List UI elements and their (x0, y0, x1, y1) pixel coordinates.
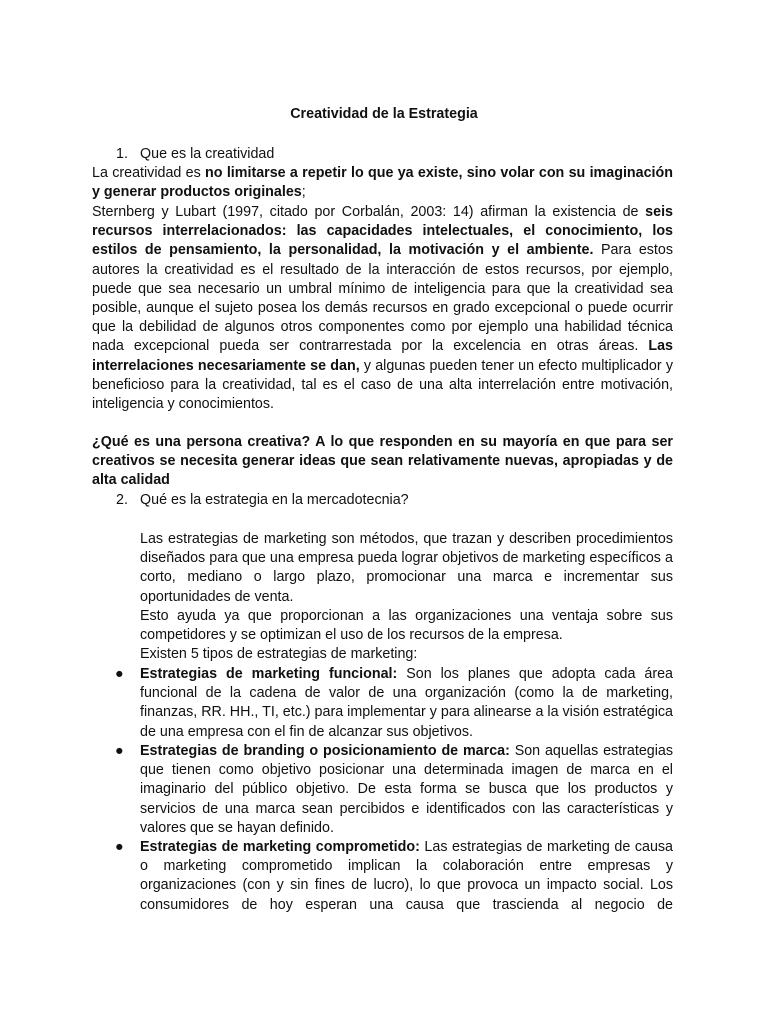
bullet-1-text: Estrategias de marketing funcional: Son los planes que adopta cada área funcional de la cadena de valor de una organización (como la de marketing, finanzas, RR. HH., TI, etc.) para implementar y para alinearse a la visión estratégica de una empresa con el fin de alcanzar sus objetivos. (140, 666, 673, 740)
section-2-number: 2. (116, 492, 128, 508)
document-title: Creatividad de la Estrategia (290, 106, 478, 122)
paragraph-five-types: Existen 5 tipos de estrategias de marketing: (140, 646, 418, 662)
paragraph-creative-person: ¿Qué es una persona creativa? A lo que responden en su mayoría en que para ser creativos se necesita generar ideas que sean relativamente nuevas, apropiadas y de alta calidad (92, 434, 673, 489)
section-1-number: 1. (116, 146, 128, 162)
paragraph-marketing-strategies: Las estrategias de marketing son métodos, que trazan y describen procedimientos diseñados para que una empresa pueda lograr objetivos de marketing específicos a corto, mediano o largo plazo, promocionar una marca e incrementar sus oportunidades de venta. (140, 531, 673, 605)
paragraph-advantage: Esto ayuda ya que proporcionan a las organizaciones una ventaja sobre sus competidores y se optimizan el uso de los recursos de la empresa. (140, 608, 673, 644)
bullet-2-text: Estrategias de branding o posicionamiento de marca: Son aquellas estrategias que tienen como objetivo posicionar una determinada imagen de marca en el imaginario del público objetivo. De esta forma se busca que los productos y servicios de una marca sean percibidos e identificados con las características y valores que se hayan definido. (140, 743, 674, 836)
bullet-2-marker: ● (115, 743, 124, 759)
section-1-heading: Que es la creatividad (140, 146, 275, 162)
paragraph-sternberg-lubart: Sternberg y Lubart (1997, citado por Corbalán, 2003: 14) afirman la existencia de seis recursos interrelacionados: las capacidades intelectuales, el conocimiento, los estilos de pensamiento, la personalidad, la motivación y el ambiente. Para estos autores la creatividad es el resultado de la interacción de estos recursos, por ejemplo, puede que sea necesario un umbral mínimo de inteligencia para que la creatividad sea posible, aunque el sujeto posea los demás recursos en grado excepcional o puede ocurrir que la debilidad de algunos otros componentes como por ejemplo una habilidad técnica nada excepcional pueda ser contrarrestada por la excelencia en otras áreas. Las interrelaciones necesariamente se dan, y algunas pueden tener un efecto multiplicador y beneficioso para la creatividad, tal es el caso de una alta interrelación entre motivación, inteligencia y conocimientos. (92, 204, 673, 413)
section-2-heading: Qué es la estrategia en la mercadotecnia? (140, 492, 409, 508)
bullet-1-marker: ● (115, 666, 124, 682)
paragraph-creativity-definition: La creatividad es no limitarse a repetir lo que ya existe, sino volar con su imaginación y generar productos originales; (92, 165, 673, 201)
bullet-3-text: Estrategias de marketing comprometido: Las estrategias de marketing de causa o marketing comprometido implican la colaboración entre empresas y organizaciones (con y sin fines de lucro), lo que provoca un impacto social. Los consumidores de hoy esperan una causa que trascienda al negocio de (140, 839, 673, 913)
bullet-3-marker: ● (115, 839, 124, 855)
